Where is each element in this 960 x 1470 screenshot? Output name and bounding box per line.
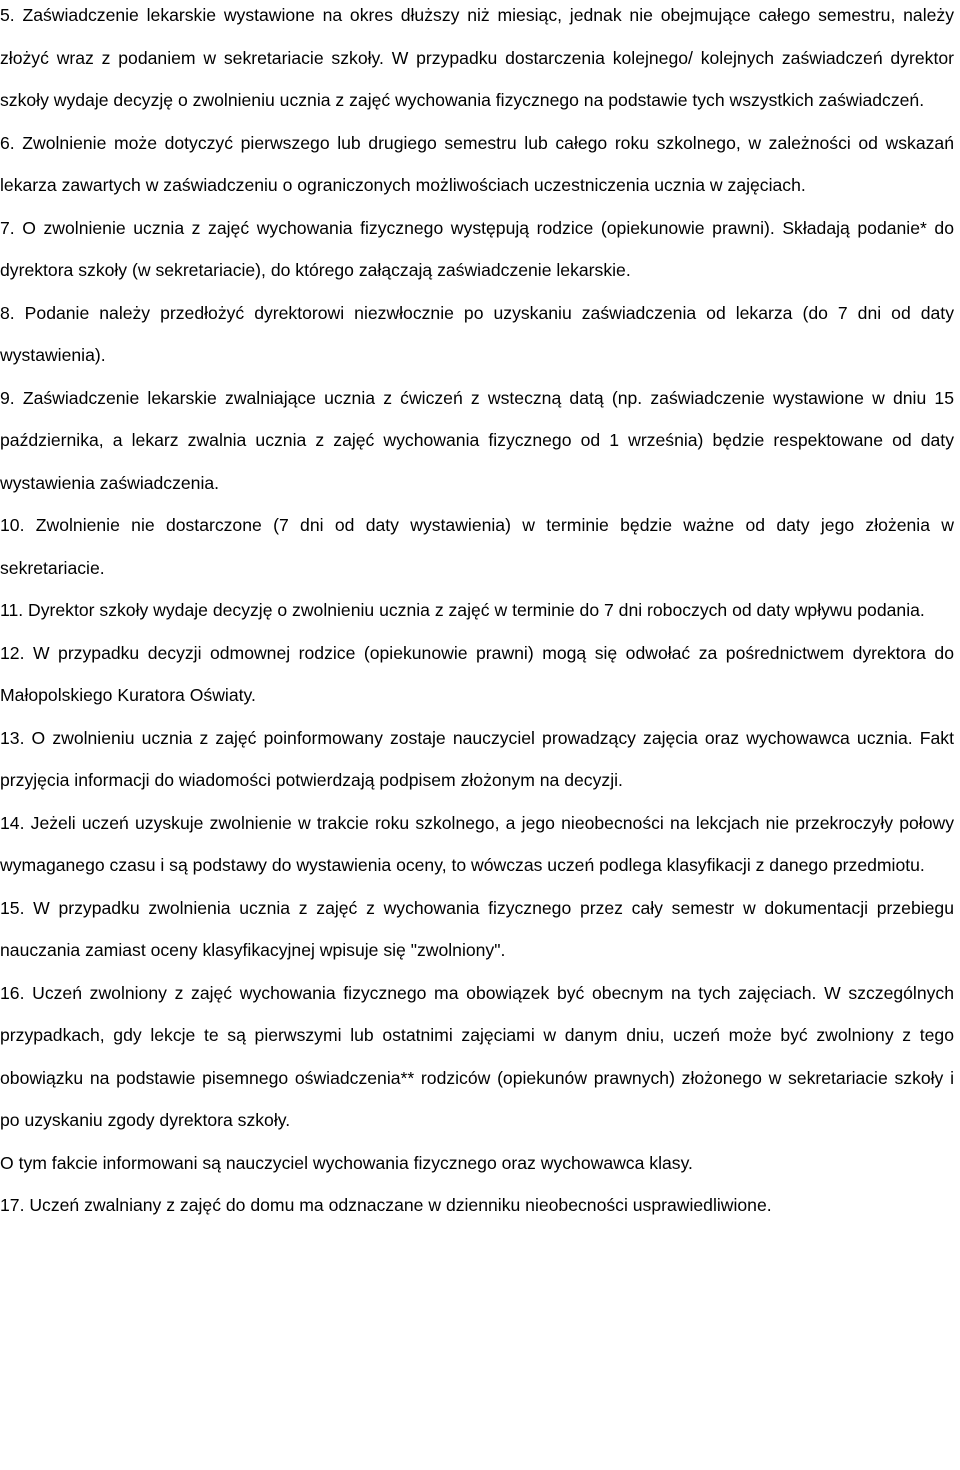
paragraph-11: 11. Dyrektor szkoły wydaje decyzję o zwolnieniu ucznia z zajęć w terminie do 7 dni roboczych od daty wpływu podania. bbox=[0, 600, 925, 620]
paragraph-14: 14. Jeżeli uczeń uzyskuje zwolnienie w trakcie roku szkolnego, a jego nieobecności na lekcjach nie przekroczyły połowy wymaganego czasu i są podstawy do wystawienia oceny, to wówczas uczeń podlega klasyfikacji z danego przedmiotu. bbox=[0, 812, 954, 875]
paragraph-16-note: O tym fakcie informowani są nauczyciel wychowania fizycznego oraz wychowawca klasy. bbox=[0, 1152, 693, 1173]
paragraph-17: 17. Uczeń zwalniany z zajęć do domu ma odznaczane w dzienniku nieobecności usprawiedliwione. bbox=[0, 1195, 772, 1215]
paragraph-6: 6. Zwolnienie może dotyczyć pierwszego lub drugiego semestru lub całego roku szkolnego, w zależności od wskazań lekarza zawartych w zaświadczeniu o ograniczonych możliwościach uczestniczenia ucznia w zajęciach. bbox=[0, 132, 954, 195]
paragraph-15: 15. W przypadku zwolnienia ucznia z zajęć z wychowania fizycznego przez cały semestr w dokumentacji przebiegu nauczania zamiast oceny klasyfikacyjnej wpisuje się "zwolniony". bbox=[0, 897, 954, 960]
paragraph-10: 10. Zwolnienie nie dostarczone (7 dni od daty wystawienia) w terminie będzie ważne od daty jego złożenia w sekretariacie. bbox=[0, 515, 954, 578]
paragraph-5: 5. Zaświadczenie lekarskie wystawione na okres dłuższy niż miesiąc, jednak nie obejmujące całego semestru, należy złożyć wraz z podaniem w sekretariacie szkoły. W przypadku dostarczenia kolejnego/ kolejnych zaświadczeń dyrektor szkoły wydaje decyzję o zwolnieniu ucznia z zajęć wychowania fizycznego na podstawie tych wszystkich zaświadczeń. bbox=[0, 5, 954, 110]
paragraph-12: 12. W przypadku decyzji odmownej rodzice (opiekunowie prawni) mogą się odwołać za pośrednictwem dyrektora do Małopolskiego Kuratora Oświaty. bbox=[0, 642, 954, 705]
paragraph-9: 9. Zaświadczenie lekarskie zwalniające ucznia z ćwiczeń z wsteczną datą (np. zaświadczenie wystawione w dniu 15 października, a lekarz zwalnia ucznia z zajęć wychowania fizycznego od 1 września) będzie respektowane od daty wystawienia zaświadczenia. bbox=[0, 387, 954, 493]
paragraph-16: 16. Uczeń zwolniony z zajęć wychowania fizycznego ma obowiązek być obecnym na tych zajęciach. W szczególnych przypadkach, gdy lekcje te są pierwszymi lub ostatnimi zajęciami w danym dniu, uczeń może być zwolniony z tego obowiązku na podstawie pisemnego oświadczenia** rodziców (opiekunów prawnych) złożonego w sekretariacie szkoły i po uzyskaniu zgody dyrektora szkoły. bbox=[0, 982, 954, 1130]
paragraph-7: 7. O zwolnienie ucznia z zajęć wychowania fizycznego występują rodzice (opiekunowie prawni). Składają podanie* do dyrektora szkoły (w sekretariacie), do którego załączają zaświadczenie lekarskie. bbox=[0, 217, 954, 280]
paragraph-13: 13. O zwolnieniu ucznia z zajęć poinformowany zostaje nauczyciel prowadzący zajęcia oraz wychowawca ucznia. Fakt przyjęcia informacji do wiadomości potwierdzają podpisem złożonym na decyzji. bbox=[0, 727, 954, 790]
paragraph-8: 8. Podanie należy przedłożyć dyrektorowi niezwłocznie po uzyskaniu zaświadczenia od lekarza (do 7 dni od daty wystawienia). bbox=[0, 302, 954, 365]
